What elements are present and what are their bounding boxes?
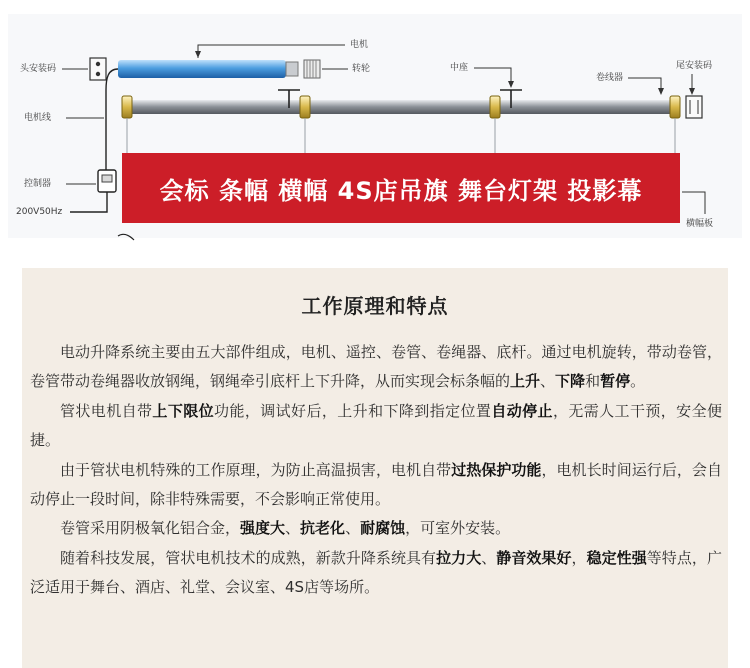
feature-paragraph: [30, 397, 722, 456]
label-banner-board: 横幅板: [686, 219, 714, 229]
tube-cap-left: [122, 96, 132, 118]
mid-support-leader: [474, 68, 511, 84]
label-winder: 卷线器: [596, 73, 624, 83]
feature-highlight: 暂停: [600, 372, 631, 391]
feature-highlight: 稳定性强: [586, 548, 647, 567]
feature-text: 、: [481, 548, 497, 567]
feature-highlight: 耐腐蚀: [360, 519, 406, 538]
diagram-drawing: [0, 0, 750, 268]
feature-text: 电动升降系统主要由五大部件组成，电机、遥控、卷管、卷绳器、底杆。通过电机旋转，带动卷管，卷管带动卷绳器收放钢绳，钢绳牵引底杆上下升降，从而实现会标条幅的: [30, 343, 722, 391]
feature-text: 由于管状电机特殊的工作原理，为防止高温损害，电机自带: [60, 460, 452, 479]
roller-tube: [128, 100, 676, 114]
feature-text: 管状电机自带: [60, 401, 153, 420]
feature-highlight: 抗老化: [300, 519, 346, 538]
feature-text: 随着科技发展，管状电机技术的成熟，新款升降系统具有: [60, 548, 437, 567]
winder-leader: [628, 78, 661, 92]
system-diagram: [0, 0, 750, 268]
label-rotor: 转轮: [352, 64, 371, 74]
motor-body: [118, 60, 286, 78]
feature-text: 、: [540, 372, 556, 391]
feature-text: 和: [585, 372, 601, 391]
feature-text: ，无需人工干预，安全便捷。: [30, 401, 722, 450]
feature-text: 等特点，广泛适用于舞台、酒店、礼堂、会议室、4S店等场所。: [30, 548, 722, 597]
banner-board: 会标 条幅 横幅 4S店吊旗 舞台灯架 投影幕: [122, 153, 680, 223]
label-motor: 电机: [350, 40, 369, 50]
head-mount-bracket: [90, 58, 106, 80]
feature-text: 功能，调试好后，上升和下降到指定位置: [214, 401, 492, 420]
tail-mount-bracket: [686, 96, 702, 118]
feature-paragraph: [30, 338, 722, 397]
feature-text: 。: [630, 372, 646, 391]
feature-text: ，可室外安装。: [405, 519, 511, 538]
feature-highlight: 上升: [510, 372, 541, 391]
feature-highlight: 自动停止: [491, 401, 553, 420]
features-body: [30, 338, 722, 603]
power-wire: [70, 192, 107, 212]
controller-box: [98, 170, 116, 192]
feature-text: ，: [571, 548, 587, 567]
feature-text: 卷管采用阴极氧化铝合金，: [60, 519, 241, 538]
feature-text: 、: [345, 519, 361, 538]
banner-board-leader: [682, 192, 705, 214]
feature-highlight: 拉力大: [436, 548, 482, 567]
features-title: 工作原理和特点: [301, 294, 449, 318]
lift-cords: [127, 118, 675, 153]
rotor-wheel: [304, 60, 320, 78]
label-controller: 控制器: [24, 179, 52, 189]
section-divider: [0, 256, 750, 268]
feature-paragraph: [30, 514, 722, 543]
feature-text: 、: [285, 519, 301, 538]
motor-leader: [198, 45, 345, 58]
motor-wire: [106, 69, 118, 170]
mid-support-arrow: [508, 81, 514, 88]
winder-arrow: [658, 88, 664, 95]
label-mid-support: 中座: [450, 63, 469, 73]
feature-highlight: 过热保护功能: [451, 460, 542, 479]
tube-joint-2: [490, 96, 500, 118]
tube-cap-right: [670, 96, 680, 118]
feature-paragraph: [30, 544, 722, 603]
features-panel: [22, 268, 728, 668]
motor-head: [286, 62, 298, 76]
tail-mount-arrow: [689, 88, 695, 95]
feature-highlight: 下降: [555, 372, 586, 391]
feature-highlight: 强度大: [240, 519, 286, 538]
motor-arrow: [195, 51, 201, 58]
tube-joint-1: [300, 96, 310, 118]
feature-text: ，电机长时间运行后，会自动停止一段时间，除非特殊需要，不会影响正常使用。: [30, 460, 722, 509]
label-motor-wire: 电机线: [24, 113, 52, 123]
label-head-mount: 头安装码: [20, 64, 57, 74]
feature-highlight: 静音效果好: [496, 548, 572, 567]
label-tail-mount: 尾安装码: [676, 61, 713, 71]
label-power: 200V50Hz: [16, 207, 63, 217]
power-wire-tail: [118, 234, 134, 240]
feature-highlight: 上下限位: [152, 401, 215, 420]
feature-paragraph: [30, 456, 722, 515]
